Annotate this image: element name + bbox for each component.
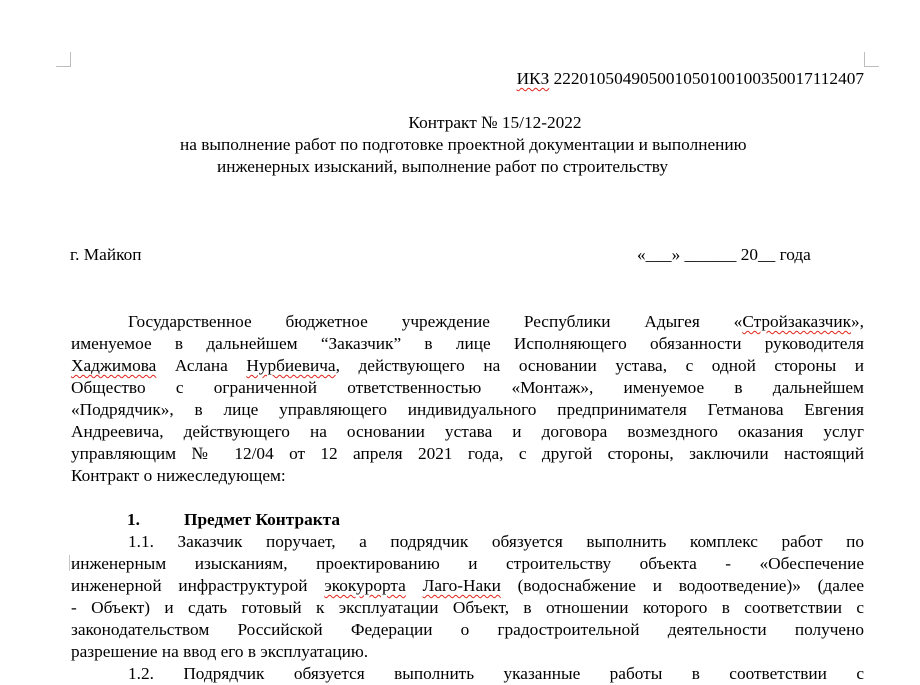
page-corner-mark-top-right [864,52,879,67]
text-cursor-mark [69,555,70,571]
clause-line: инженерным изысканиям, проектированию и строительству объекта - «Обеспечение [71,554,864,573]
spellcheck-word: Лаго-Наки [422,576,501,595]
clause-line-partial: 1.2. Подрядчик обязуется выполнить указанные работы в соответствии с [128,664,864,683]
contract-subtitle-line-1: на выполнение работ по подготовке проектной документации и выполнению [180,135,747,154]
ikz-number: 222010504905001050100100350017112407 [553,69,864,88]
preamble-line: Андреевича, действующего на основании устава и договора возмездного оказания услуг [71,422,864,441]
preamble-line: «Подрядчик», в лице управляющего индивидуального предпринимателя Гетманова Евгения [71,400,864,419]
clause-line: 1.1. Заказчик поручает, а подрядчик обязуется выполнить комплекс работ по [128,532,864,551]
ikz-line [517,68,864,90]
contract-subtitle-line-2: инженерных изысканий, выполнение работ по строительству [217,157,668,176]
page-corner-mark-top-left [56,52,71,67]
clause-line: - Объект) и сдать готовый к эксплуатации Объект, в отношении которого в соответствии с [71,598,864,617]
clause-line: разрешение на ввод его в эксплуатацию. [71,642,369,661]
preamble-line: Контракт о нижеследующем: [71,466,286,485]
clause-line: инженерной инфраструктурой экокурорта Лаго-Наки (водоснабжение и водоотведение)» (далее [71,576,864,595]
preamble-line: именуемое в дальнейшем “Заказчик” в лице Исполняющего обязанности руководителя [71,334,864,353]
section-number: 1. [127,510,140,529]
city-label: г. Майкоп [70,245,142,264]
date-placeholder: «___» ______ 20__ года [637,245,811,264]
contract-title: Контракт № 15/12-2022 [408,113,582,132]
clause-line: законодательством Российской Федерации о градостроительной деятельности получено [71,620,864,639]
spellcheck-word: экокурорта [324,576,406,595]
preamble-line: Государственное бюджетное учреждение Республики Адыгея «Стройзаказчик», [128,312,864,331]
preamble-line: Общество с ограниченной ответственностью «Монтаж», именуемое в дальнейшем [71,378,864,397]
spellcheck-word: Стройзаказчик [742,312,852,331]
preamble-line: управляющим № 12/04 от 12 апреля 2021 года, с другой стороны, заключили настоящий [71,444,864,463]
spellcheck-word: Хаджимова [71,356,157,375]
section-title: Предмет Контракта [184,510,341,529]
ikz-label: ИКЗ [516,69,550,88]
spellcheck-word: Нурбиевича [246,356,336,375]
preamble-line: Хаджимова Аслана Нурбиевича, действующего на основании устава, с одной стороны и [71,356,864,375]
